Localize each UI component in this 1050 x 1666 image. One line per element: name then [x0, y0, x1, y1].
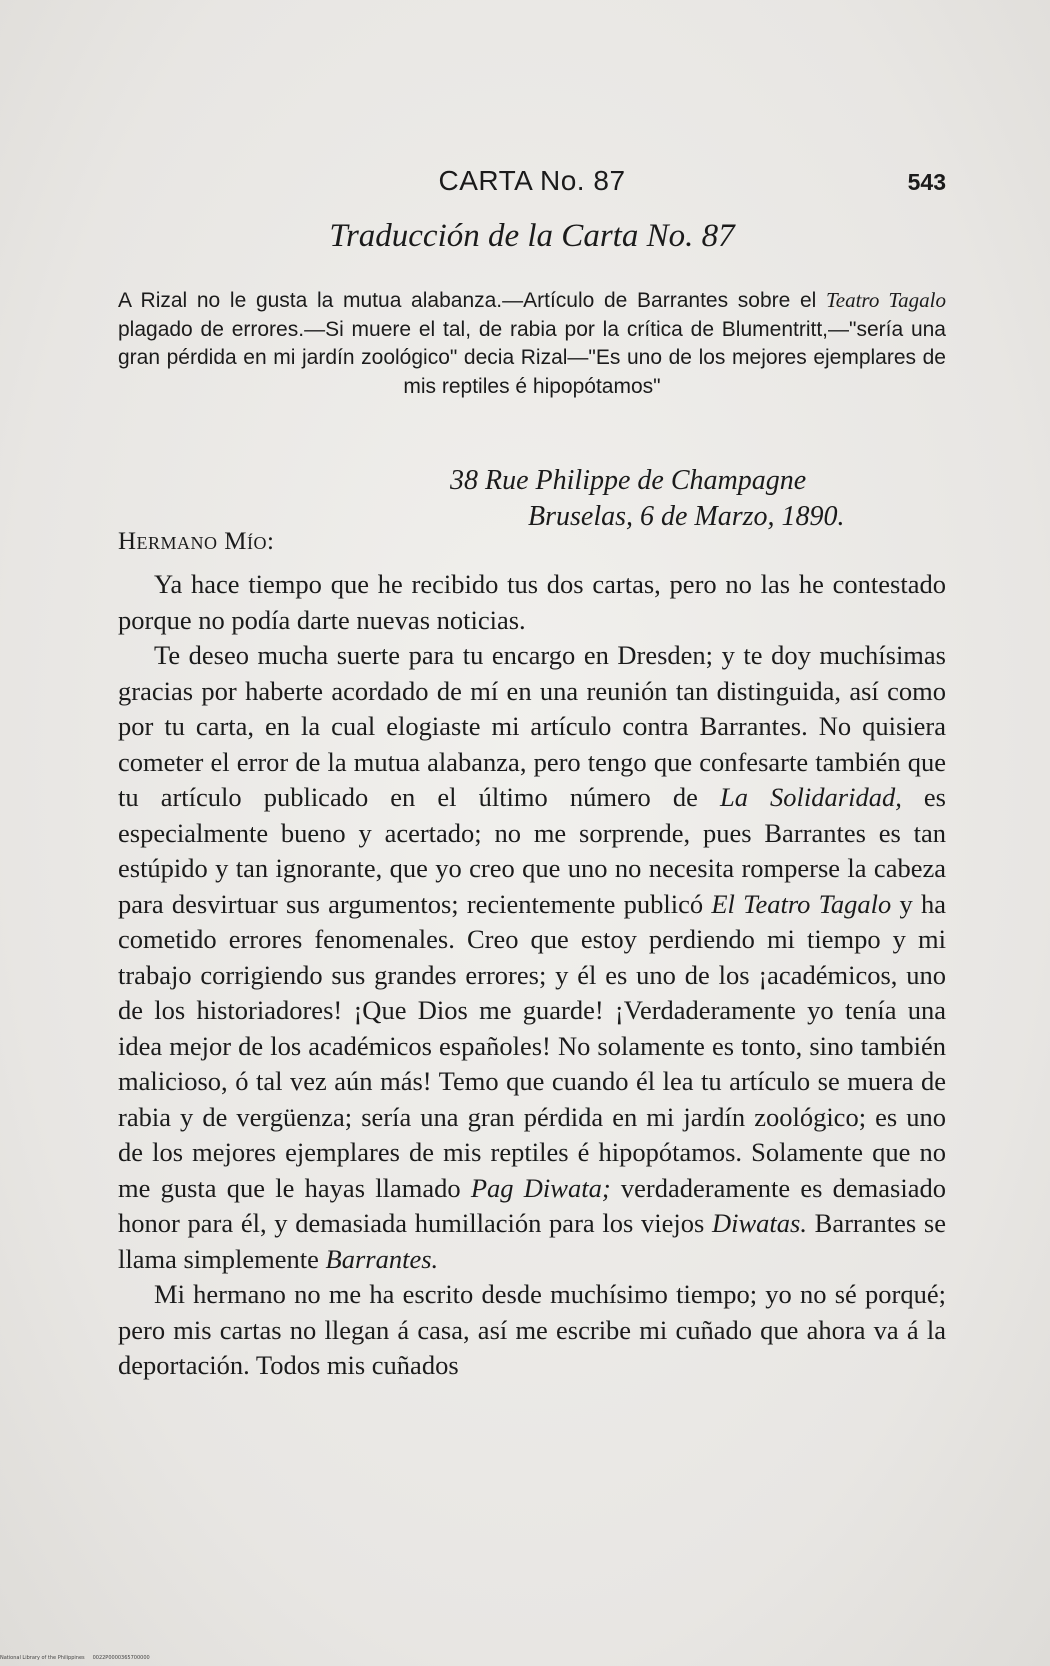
scan-footer: National Library of the Philippines 0022P0000365700000 [0, 1655, 150, 1661]
p2-italic-teatro: El Teatro Tagalo [711, 888, 892, 919]
header-carta-number: CARTA No. 87 [438, 165, 626, 196]
letter-address [450, 463, 845, 535]
body-paragraph-2 [118, 638, 946, 1277]
page-title: Traducción de la Carta No. 87 [329, 218, 735, 254]
summary-line-1: A Rizal no le gusta la mutua alabanza.—Artículo de Barrantes sobre el [118, 289, 817, 312]
p2-text-d: verdaderamente es demasiado honor para él, y demasiada humillación para los viejos [118, 1172, 946, 1238]
body-paragraph-1: Ya hace tiempo que he recibido tus dos cartas, pero no las he contestado porque no podía darte nuevas noticias. [118, 569, 946, 635]
body-paragraph-3: Mi hermano no me ha escrito desde muchísimo tiempo; yo no sé porqué; pero mis cartas no llegan á casa, así me escribe mi cuñado que ahora va á la deportación. Todos mis cuñados [118, 1279, 946, 1380]
summary-italic-title: Teatro Tagalo [826, 288, 946, 312]
letter-body [118, 567, 946, 1384]
p2-text-c: y ha cometido errores fenomenales. Creo que estoy perdiendo mi tiempo y mi trabajo corrigiendo sus grandes errores; y él es uno de los ¡académicos, uno de los historiadores! ¡Que Dios me guarde! ¡Verdaderamente yo tenía una idea mejor de los académicos españoles! No solamente es tonto, sino también malicioso, ó tal vez aún más! Temo que cuando él lea tu artículo se muera de rabia y de vergüenza; sería una gran pérdida en mi jardín zoológico; es uno de los mejores ejemplares de mis reptiles é hipopótamos. Solamente que no me gusta que le hayas llamado [118, 888, 946, 1203]
p2-text-b: es especialmente bueno y acertado; no me sorprende, pues Barrantes es tan estúpido y tan ignorante, que yo creo que uno no necesita romperse la cabeza para desvirtuar sus argumentos; recientemente publicó [118, 782, 946, 919]
letter-summary [118, 286, 946, 401]
salutation: Hermano Mío: [118, 528, 275, 555]
p2-italic-diwatas: Diwatas. [711, 1208, 807, 1238]
p2-italic-solidaridad: La Solidaridad, [719, 782, 902, 812]
address-date: Bruselas, 6 de Marzo, 1890. [528, 501, 845, 532]
p2-text-e: Barrantes se llama simplemente [118, 1208, 946, 1274]
address-street: 38 Rue Philippe de Champagne [450, 465, 807, 496]
p2-italic-pag-diwata: Pag Diwata; [470, 1172, 611, 1203]
p2-text-a: Te deseo mucha suerte para tu encargo en Dresden; y te doy muchísimas gracias por haberte acordado de mí en una reunión tan distinguida, así como por tu carta, en la cual elogiaste mi artículo contra Barrantes. No quisiera cometer el error de la mutua alabanza, pero tengo que confesarte también que tu artículo publicado en el último número de [118, 640, 946, 812]
p2-italic-barrantes: Barrantes. [325, 1243, 439, 1274]
running-header [118, 165, 946, 205]
page-number: 543 [907, 169, 946, 195]
summary-line-rest: plagado de errores.—Si muere el tal, de rabia por la crítica de Blumentritt,—"sería una gran pérdida en mi jardín zoológico" decia Rizal—"Es uno de los mejores ejemplares de mis reptiles é hipopótamos" [118, 317, 946, 398]
